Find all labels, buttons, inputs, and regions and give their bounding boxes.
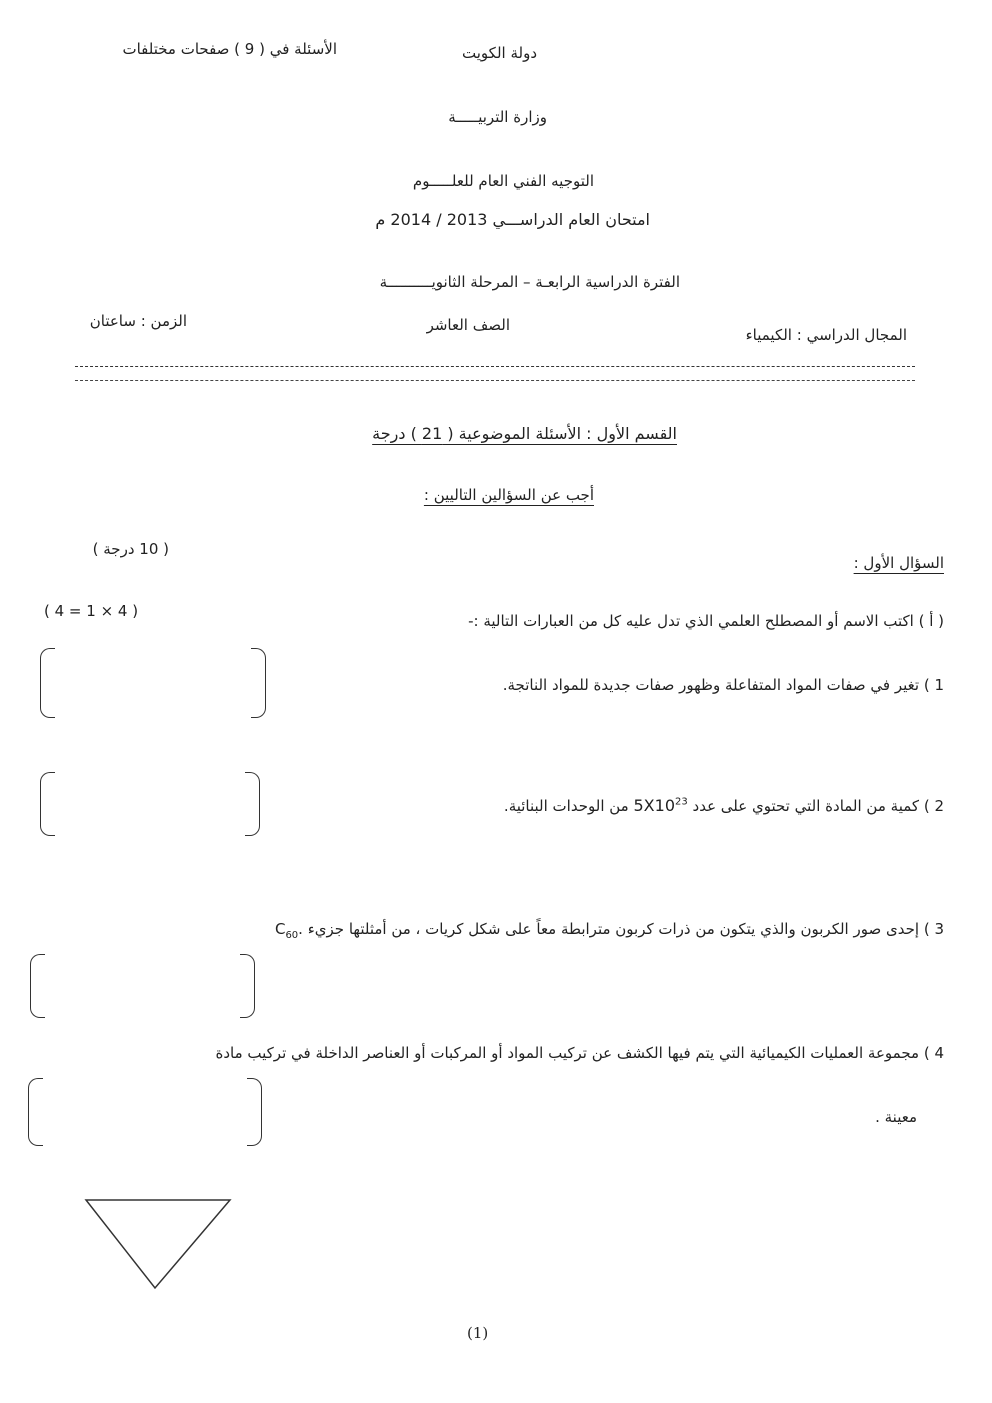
part-a-marks: ( 4 = 1 × 4 ) — [44, 602, 139, 620]
section-instruction: أجب عن السؤالين التاليين : — [423, 486, 594, 504]
item-3-number: 3 ) — [923, 920, 944, 938]
continue-triangle-icon — [84, 1196, 234, 1292]
item-1-number: 1 ) — [923, 676, 944, 694]
item-2 — [504, 796, 944, 815]
header-pages-note: الأسئلة في ( 9 ) صفحات مختلفات — [122, 40, 337, 58]
item-3-text: إحدى صور الكربون والذي يتكون من ذرات كربون مترابطة معاً على شكل كريات ، من أمثلتها جزيء — [307, 920, 920, 938]
answer-box-1[interactable] — [40, 648, 266, 716]
item-4-text: مجموعة العمليات الكيميائية التي يتم فيها الكشف عن تركيب المواد أو المركبات أو العناصر الداخلة في تركيب مادة — [215, 1044, 920, 1062]
section-title: القسم الأول : الأسئلة الموضوعية ( 21 ) درجة — [372, 424, 677, 443]
header-time: الزمن : ساعتان — [89, 312, 187, 330]
part-a-prompt: ( أ ) اكتب الاسم أو المصطلح العلمي الذي تدل عليه كل من العبارات التالية :- — [468, 612, 944, 630]
item-2-text-after: من الوحدات البنائية. — [503, 797, 629, 815]
answer-box-2[interactable] — [40, 772, 260, 834]
header-subject: المجال الدراسي : الكيمياء — [745, 326, 907, 344]
header-department: التوجيه الفني العام للعلـــــوم — [412, 172, 594, 190]
header-exam-year: امتحان العام الدراســـي 2013 / 2014 م — [375, 210, 650, 229]
item-2-text-before: كمية من المادة التي تحتوي على عدد — [692, 797, 920, 815]
header-state: دولة الكويت — [462, 44, 537, 62]
header-grade: الصف العاشر — [426, 316, 510, 334]
item-4 — [216, 1044, 945, 1062]
item-1 — [503, 676, 944, 694]
header-ministry: وزارة التربيـــــة — [448, 108, 547, 126]
question1-marks: ( 10 درجة ) — [92, 540, 169, 558]
header-period: الفترة الدراسية الرابعـة – المرحلة الثانويــــــــــة — [379, 273, 680, 291]
item-3-formula: $C_{60}$. — [274, 920, 303, 941]
header-divider-2 — [75, 380, 915, 381]
item-2-number: 2 ) — [923, 797, 944, 815]
item-1-text: تغير في صفات المواد المتفاعلة وظهور صفات جديدة للمواد الناتجة. — [502, 676, 920, 694]
item-2-number-value: $5X10^{23}$ — [633, 796, 688, 815]
answer-box-3[interactable] — [30, 954, 255, 1016]
answer-box-4[interactable] — [28, 1078, 262, 1144]
question1-label: السؤال الأول : — [853, 554, 944, 572]
item-4-number: 4 ) — [923, 1044, 944, 1062]
header-divider — [75, 366, 915, 367]
item-3 — [275, 920, 944, 942]
item-4-continuation: معينة . — [875, 1108, 917, 1126]
page-number: (1) — [467, 1324, 489, 1342]
